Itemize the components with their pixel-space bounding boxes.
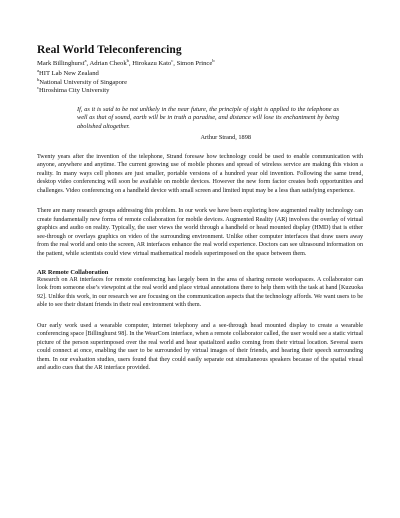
paper-title: Real World Teleconferencing [37,44,182,56]
affiliation: $^a$HIT Lab New Zealand [37,67,99,77]
paper-body [37,44,363,373]
affiliation-list [37,67,363,96]
author: Simon Prince$^b$ [176,57,215,67]
author: Mark Billinghurst$^a$, [37,57,90,67]
affiliation: $^b$National University of Singapore [37,76,128,86]
body-paragraph: Research on AR interfaces for remote conferencing has largely been in the area of sharing remote workspaces. A collaborator can look from someone else’s viewpoint at the real world and place virtual annotations there to help them with the task at hand [Kuzuoka 92]. Unlike this work, in our research we are focusing on the communication aspects that the technology affords. We want users to be able to see their distant friends in their real environment with them. [37,276,363,309]
body-paragraph: Our early work used a wearable computer, internet telephony and a see-through head mounted display to create a wearable conferencing space [Billinghurst 98]. In the WearCom interface, when a remote collaborator called, the user would see a static virtual picture of the person superimposed over the real world and hear spatialized audio coming from their virtual location. Several users could connect at once, enabling the user to be surrounded by virtual images of their friends, and hearing their speech surrounding them. In our evaluation studies, users found that they could easily separate out simultaneous speakers because of the spatial visual and audio cues that the AR interface provided. [37,322,363,372]
section-heading: AR Remote Collaboration [37,268,109,276]
affiliation: $^c$Hiroshima City University [37,85,110,95]
author: Adrian Cheok$^b$, [89,57,133,67]
epigraph-attribution: Arthur Strand, 1898 [200,134,251,141]
author: Hirokazu Kato$^c$, [132,57,177,67]
body-paragraph: There are many research groups addressing this problem. In our work we have been exploring how augmented reality technology can create fundamentally new forms of remote collaboration for mobile devices. Augmented Reality (AR) involves the overlay of virtual graphics and audio on reality. Typically, the user views the world through a handheld or head mounted display (HMD) that is either see-through or overlays graphics on video of the surrounding environment. Unlike other computer interfaces that draw users away from the real world and onto the screen, AR interfaces enhance the real world experience. Doctors can see ultrasound information on the patient, while scientists could view virtual mathematical models superimposed on the space between them. [37,208,363,257]
author-list [37,59,363,68]
epigraph-quote: If, as it is said to be not unlikely in the near future, the principle of sight is applied to the telephone as well as that of sound, earth will be in truth a paradise, and distance will lose its enchantment by being abolished altogether. [77,105,339,130]
body-paragraph: Twenty years after the invention of the telephone, Strand foresaw how technology could be used to enable communication with anyone, anywhere and anytime. The current growing use of mobile phones and spread of wireless service are making this vision a reality. In many ways cell phones are just smaller, portable versions of a hundred year old invention. Following the same trend, desktop video conferencing will soon be available on mobile devices. However the new form factor creates both opportunities and challenges. Video conferencing on a handheld device with small screen and limited input may be a less than satisfying experience. [37,154,363,194]
